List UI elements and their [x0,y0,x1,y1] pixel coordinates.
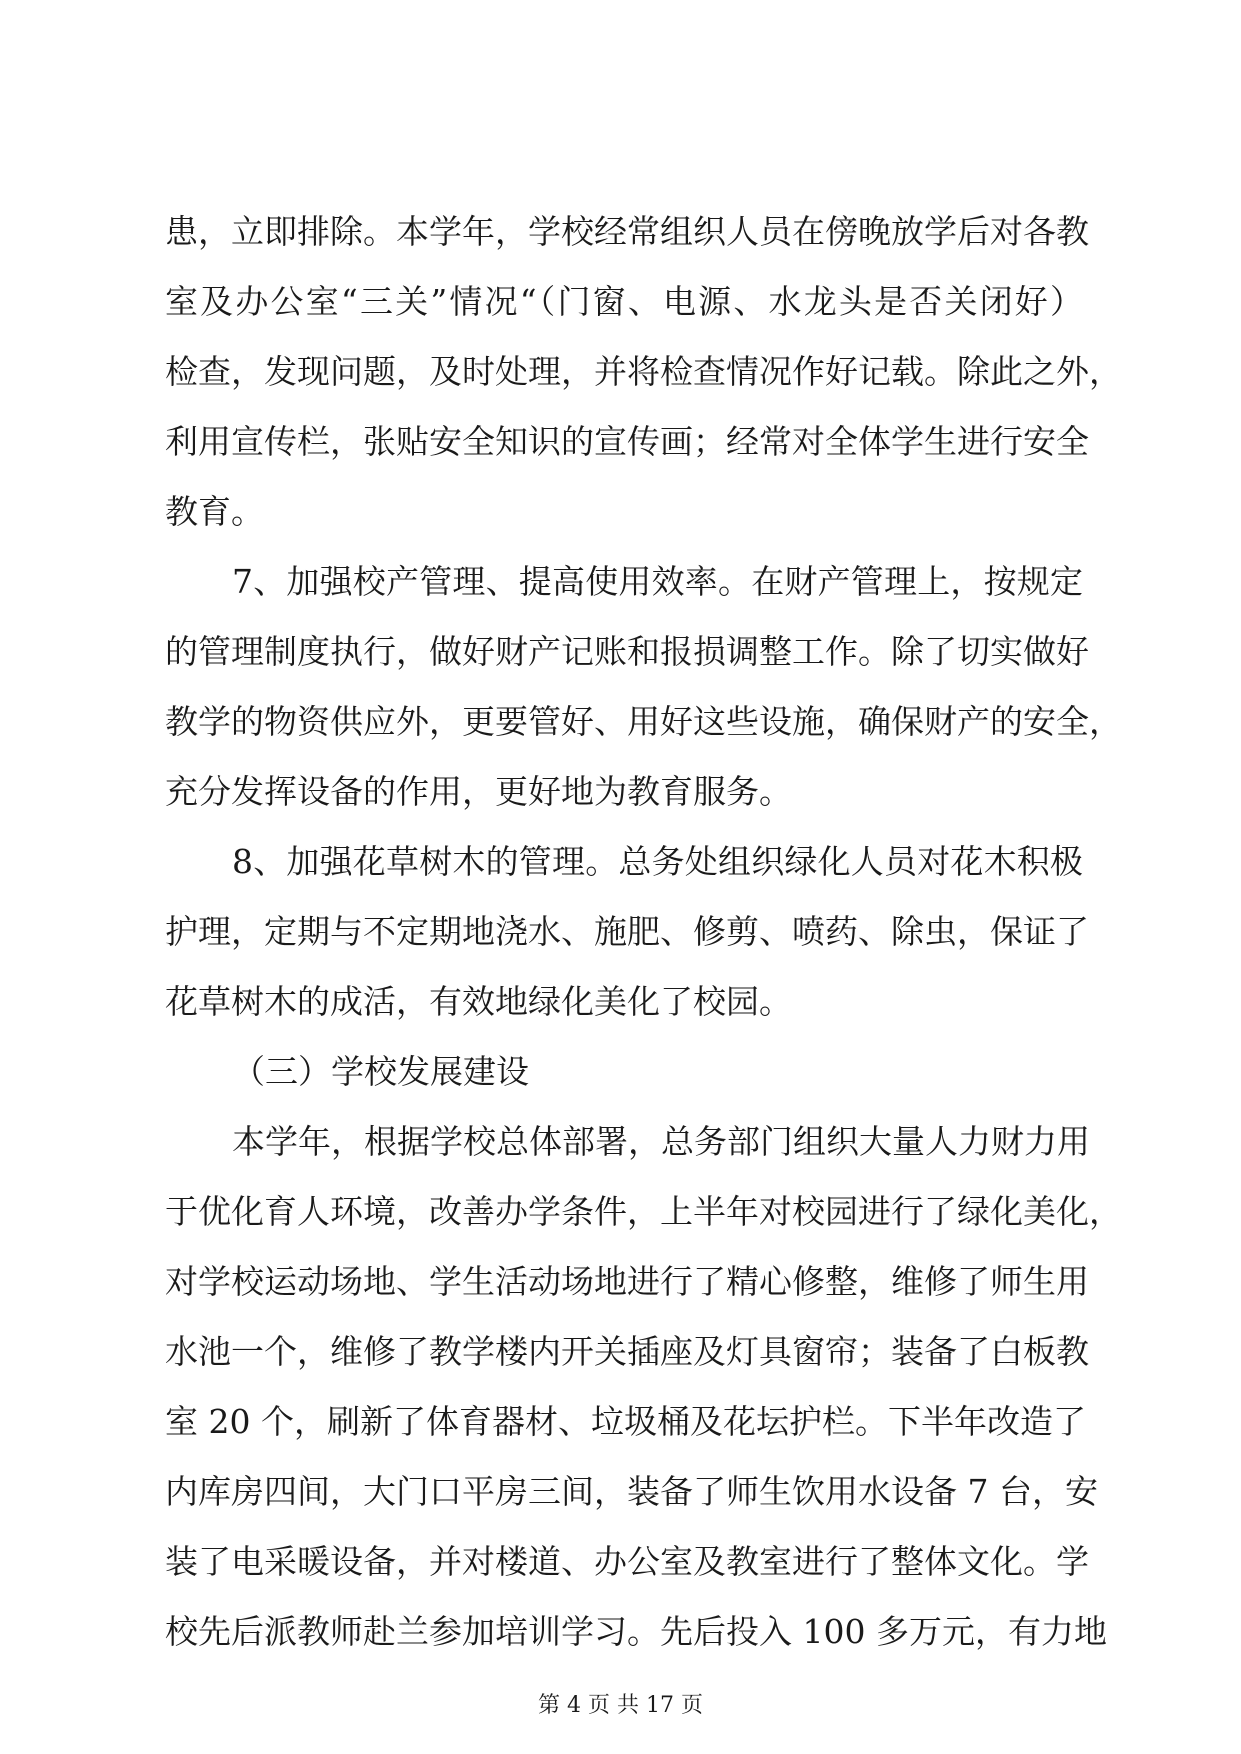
text-line: 花草树木的成活，有效地绿化美化了校园。 [165,982,792,1021]
text-line: 教育。 [165,492,264,531]
text-line: 本学年，根据学校总体部署，总务部门组织大量人力财力用 [232,1122,1090,1161]
text-line: 护理，定期与不定期地浇水、施肥、修剪、喷药、除虫，保证了 [165,912,1089,951]
text-line: 校先后派教师赴兰参加培训学习。先后投入 100 多万元，有力地 [165,1612,1107,1651]
text-line: 充分发挥设备的作用，更好地为教育服务。 [165,772,792,811]
text-line: 教学的物资供应外，更要管好、用好这些设施，确保财产的安全， [165,702,1122,741]
text-line: 检查，发现问题，及时处理，并将检查情况作好记载。除此之外， [165,352,1122,391]
text-line: 室 20 个，刷新了体育器材、垃圾桶及花坛护栏。下半年改造了 [165,1402,1086,1441]
text-line: 8、加强花草树木的管理。总务处组织绿化人员对花木积极 [232,842,1083,881]
text-line: 内库房四间，大门口平房三间，装备了师生饮用水设备 7 台，安 [165,1472,1098,1511]
text-line: 水池一个，维修了教学楼内开关插座及灯具窗帘；装备了白板教 [165,1332,1089,1371]
text-line: 患，立即排除。本学年，学校经常组织人员在傍晚放学后对各教 [165,212,1089,251]
page-footer [0,1692,1241,1720]
text-line: 7、加强校产管理、提高使用效率。在财产管理上，按规定 [232,562,1083,601]
text-line: 对学校运动场地、学生活动场地进行了精心修整，维修了师生用 [165,1262,1089,1301]
text-line: 于优化育人环境，改善办学条件，上半年对校园进行了绿化美化， [165,1192,1122,1231]
section-heading: （三）学校发展建设 [232,1052,529,1091]
text-line: 室及办公室“三关”情况“（门窗、电源、水龙头是否关闭好） [165,282,1083,321]
text-line: 利用宣传栏，张贴安全知识的宣传画；经常对全体学生进行安全 [165,422,1089,461]
page-number-label: 第 4 页 共 17 页 [538,1693,703,1718]
text-line: 的管理制度执行，做好财产记账和报损调整工作。除了切实做好 [165,632,1089,671]
text-line: 装了电采暖设备，并对楼道、办公室及教室进行了整体文化。学 [165,1542,1089,1581]
